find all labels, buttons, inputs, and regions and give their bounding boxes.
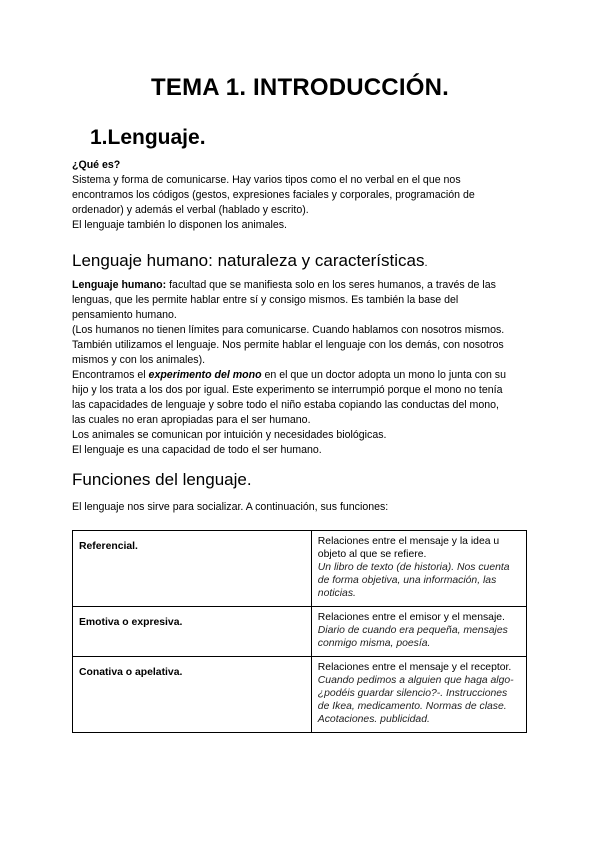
funciones-intro <box>72 500 532 515</box>
paragraph-line <box>72 278 532 293</box>
table-cell-desc <box>311 607 526 657</box>
paragraph-line: hijo y los trata a los dos por igual. Este experimento se interrumpió porque el mono no tenía <box>72 384 503 396</box>
paragraph-line: las cuales no eran apropiadas para el ser humano. <box>72 414 311 426</box>
desc-text: Relaciones entre el mensaje y el receptor. <box>317 662 512 673</box>
paragraph-line: las capacidades de lenguaje y sobre todo el niño estaba copiando las conductas del mono, <box>72 399 499 411</box>
table-cell-name: Emotiva o expresiva. <box>73 607 312 657</box>
section-heading-lenguaje: 1.Lenguaje. <box>90 126 206 149</box>
paragraph-line: El lenguaje nos sirve para socializar. A continuación, sus funciones: <box>72 501 389 513</box>
example-text: Un libro de texto (de historia). Nos cuenta de forma objetiva, una información, las noticias. <box>317 562 510 599</box>
table-row <box>73 607 527 657</box>
lead-bold: Lenguaje humano: <box>72 279 167 291</box>
desc-text: Relaciones entre el mensaje y la idea u objeto al que se refiere. <box>317 536 500 560</box>
funciones-table <box>72 530 527 733</box>
example-text: Diario de cuando era pequeña, mensajes conmigo misma, poesía. <box>317 625 508 649</box>
exp-bold: experimento del mono <box>148 369 262 381</box>
paragraph-line: (Los humanos no tienen límites para comunicarse. Cuando hablamos con nosotros mismos. <box>72 324 505 336</box>
paragraph-line: lenguas, que les permite hablar entre sí y consigo mismos. Es también la base del <box>72 294 459 306</box>
desc-text: Relaciones entre el emisor y el mensaje. <box>317 612 505 623</box>
table-cell-name: Conativa o apelativa. <box>73 657 312 733</box>
heading-lenguaje-humano: Lenguaje humano: naturaleza y características. <box>72 251 428 270</box>
table-cell-name: Referencial. <box>73 531 312 607</box>
example-text: Cuando pedimos a alguien que haga algo-¿podéis guardar silencio?-. Instrucciones de Ikea, medicamento. Normas de clase. Acotaciones. publicidad. <box>317 675 514 725</box>
lenguaje-humano-block <box>72 278 532 458</box>
table-row <box>73 531 527 607</box>
heading-text: Lenguaje humano: naturaleza y características <box>72 251 425 270</box>
paragraph-line: encontramos los códigos (gestos, expresiones faciales y corporales, programación de <box>72 189 475 201</box>
paragraph-line: El lenguaje es una capacidad de todo el ser humano. <box>72 444 322 456</box>
page-title: TEMA 1. INTRODUCCIÓN. <box>151 74 449 101</box>
paragraph-line: El lenguaje también lo disponen los animales. <box>72 219 287 231</box>
que-es-heading: ¿Qué es? <box>72 159 121 171</box>
paragraph-line <box>72 368 532 383</box>
paragraph-line: Los animales se comunican por intuición y necesidades biológicas. <box>72 429 387 441</box>
paragraph-line: También utilizamos el lenguaje. Nos permite hablar el lenguaje con los demás, con nosotros <box>72 339 504 351</box>
heading-funciones: Funciones del lenguaje. <box>72 470 252 489</box>
exp-pre: Encontramos el <box>72 369 149 381</box>
table-cell-desc <box>311 531 526 607</box>
lead-rest: facultad que se manifiesta solo en los seres humanos, a través de las <box>166 279 496 291</box>
table-row <box>73 657 527 733</box>
table-cell-desc <box>311 657 526 733</box>
paragraph-line: Sistema y forma de comunicarse. Hay varios tipos como el no verbal en el que nos <box>72 174 461 186</box>
paragraph-line: ordenador) y además el verbal (hablado y escrito). <box>72 204 309 216</box>
que-es-block <box>72 158 532 233</box>
paragraph-line: mismos y con los animales). <box>72 354 206 366</box>
paragraph-line: pensamiento humano. <box>72 309 177 321</box>
exp-post: en el que un doctor adopta un mono lo junta con su <box>261 369 506 381</box>
